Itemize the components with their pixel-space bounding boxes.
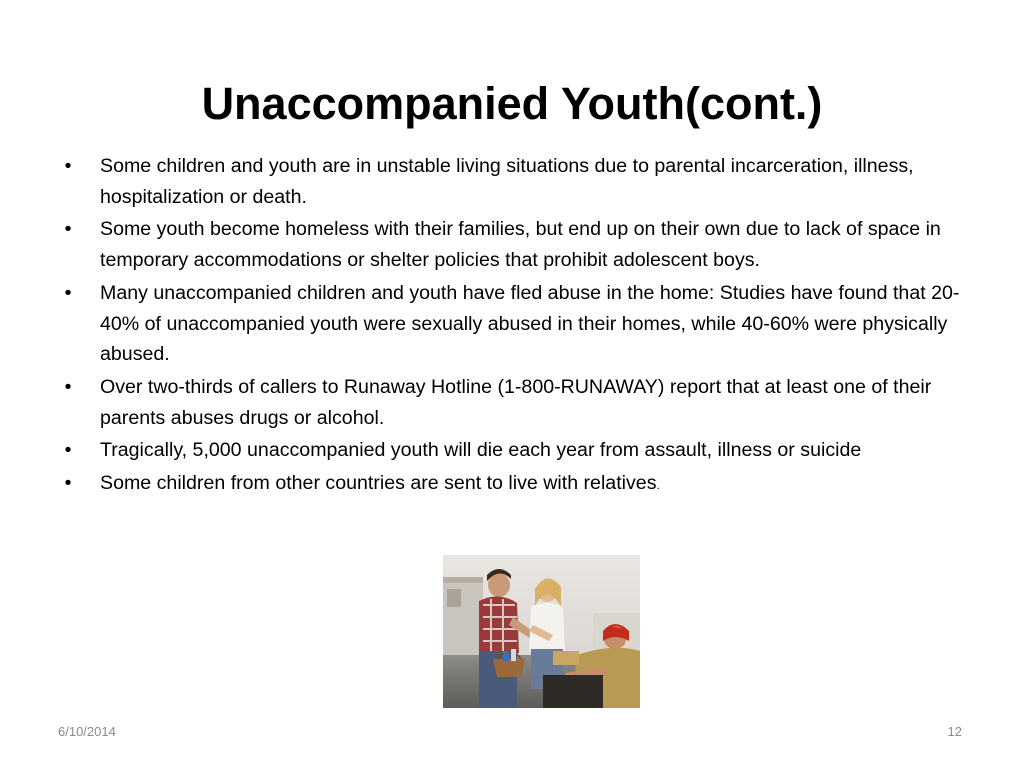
bullet-icon: • bbox=[64, 439, 72, 462]
slide-number: 12 bbox=[947, 724, 962, 739]
bullet-trail: . bbox=[656, 478, 660, 493]
bullet-text: Many unaccompanied children and youth have fled abuse in the home: Studies have found that 20-40% of unaccompanied youth were sexually abused in their homes, while 40-60% were physically abused. bbox=[100, 281, 960, 366]
bullet-item bbox=[56, 372, 976, 435]
slide-title: Unaccompanied Youth(cont.) bbox=[201, 78, 823, 129]
bullet-text: Some children and youth are in unstable living situations due to parental incarceration, illness, hospitalization or death. bbox=[100, 155, 914, 208]
bullet-text: Over two-thirds of callers to Runaway Hotline (1-800-RUNAWAY) report that at least one of their parents abuses drugs or alcohol. bbox=[100, 375, 932, 429]
bullet-list bbox=[56, 151, 976, 501]
bullet-icon: • bbox=[64, 218, 72, 241]
bullet-text: Some children from other countries are sent to live with relatives bbox=[100, 472, 657, 495]
bullet-text: Some youth become homeless with their families, but end up on their own due to lack of space in temporary accommodations or shelter policies that prohibit adolescent boys. bbox=[100, 218, 941, 272]
bullet-icon: • bbox=[64, 472, 72, 495]
bullet-item bbox=[56, 468, 976, 501]
bullet-icon: • bbox=[64, 155, 72, 177]
bullet-item bbox=[56, 278, 976, 372]
bullet-icon: • bbox=[64, 281, 72, 304]
bullet-icon: • bbox=[64, 375, 72, 398]
bullet-text: Tragically, 5,000 unaccompanied youth will die each year from assault, illness or suicide bbox=[100, 439, 862, 462]
footer-date: 6/10/2014 bbox=[58, 724, 116, 739]
bullet-item bbox=[56, 435, 976, 468]
bullet-item bbox=[56, 151, 976, 214]
volunteers-helping-homeless-photo bbox=[443, 555, 640, 708]
bullet-item bbox=[56, 214, 976, 277]
